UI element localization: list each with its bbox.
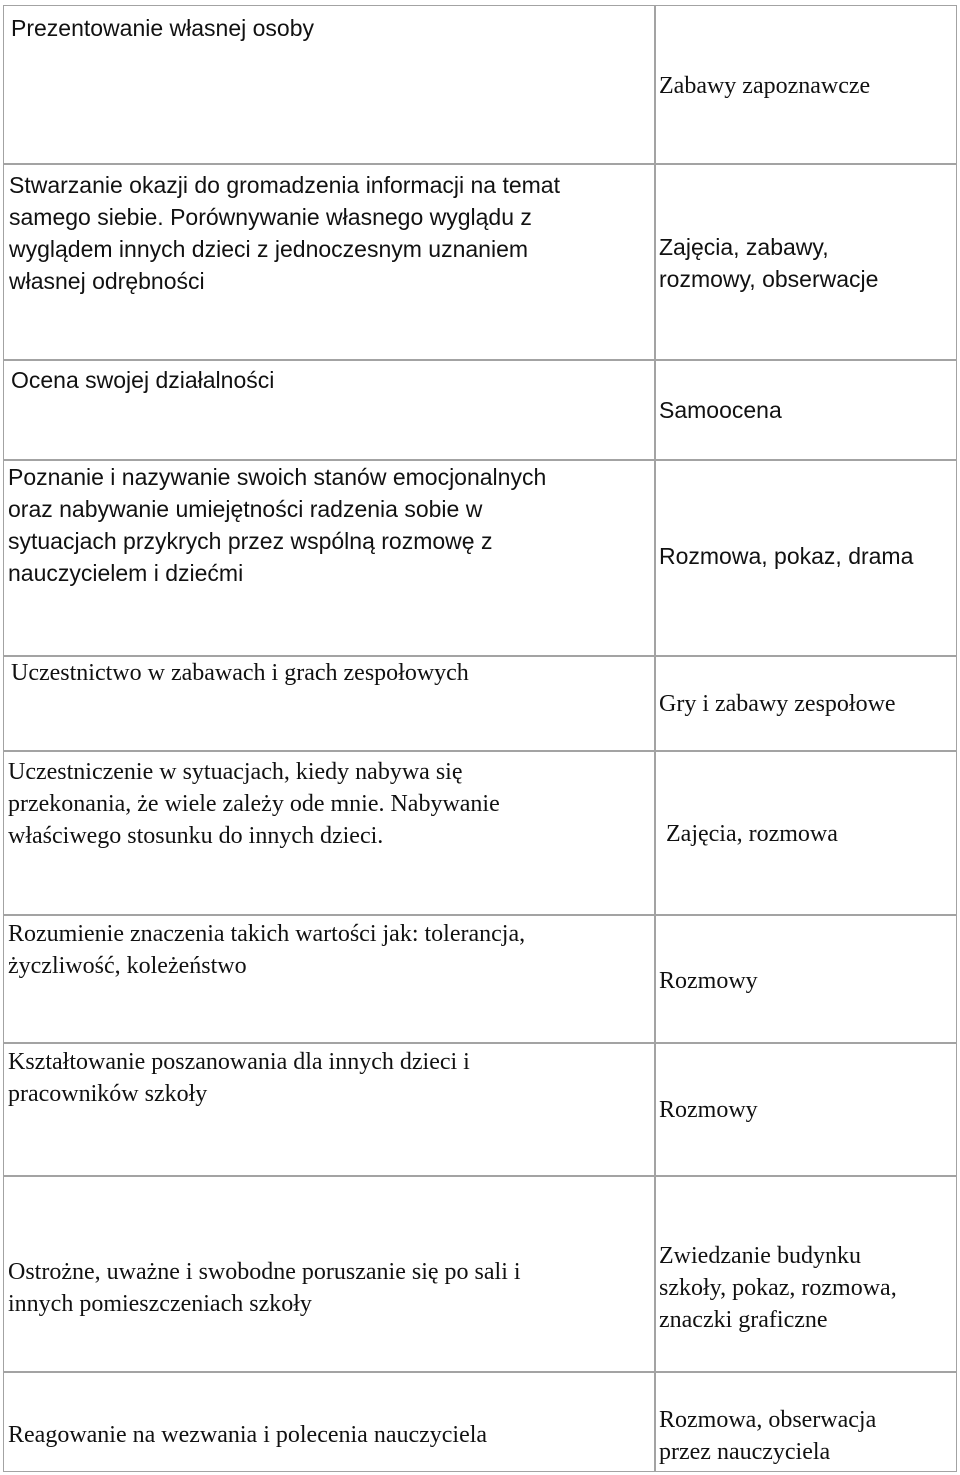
table-row-1-activity-cell [3,5,655,164]
table-row-4-activity-cell [3,460,655,656]
table-row-6-activity-cell [3,751,655,915]
activity-text: Stwarzanie okazji do gromadzenia informacji na temat samego siebie. Porównywanie własnego wyglądu z wyglądem innych dzieci z jednoczesnym uznaniem własnej odrębności [9,172,560,294]
activity-text: Uczestniczenie w sytuacjach, kiedy nabywa się przekonania, że wiele zależy ode mnie. Nabywanie właściwego stosunku do innych dzieci. [8,759,500,849]
table-row-3-method-cell [655,360,957,460]
table-row-4-method-cell [655,460,957,656]
table-row-5-method-cell [655,656,957,751]
activity-text: Prezentowanie własnej osoby [11,15,315,41]
table-row-8-method-cell [655,1043,957,1176]
activity-text: Uczestnictwo w zabawach i grach zespołowych [11,660,469,686]
method-text: Rozmowa, obserwacja przez nauczyciela [659,1407,877,1465]
activity-text: Poznanie i nazywanie swoich stanów emocjonalnych oraz nabywanie umiejętności radzenia sobie w sytuacjach przykrych przez wspólną rozmowę z nauczycielem i dziećmi [8,464,547,586]
activity-text: Ocena swojej działalności [11,367,275,393]
table-row-9-activity-cell [3,1176,655,1372]
method-text: Rozmowy [659,968,758,994]
table-row-8-activity-cell [3,1043,655,1176]
method-text: Zwiedzanie budynku szkoły, pokaz, rozmowa, znaczki graficzne [659,1243,897,1333]
method-text: Gry i zabawy zespołowe [659,691,896,717]
table-row-2-method-cell [655,164,957,360]
table-row-2-activity-cell [3,164,655,360]
table-row-7-activity-cell [3,915,655,1043]
table-row-5-activity-cell [3,656,655,751]
activity-text: Kształtowanie poszanowania dla innych dzieci i pracowników szkoły [8,1049,470,1107]
table-row-9-method-cell [655,1176,957,1372]
table-row-10-method-cell [655,1372,957,1472]
method-text: Rozmowa, pokaz, drama [659,543,914,569]
method-text: Zabawy zapoznawcze [659,73,871,99]
table-row-7-method-cell [655,915,957,1043]
method-text: Zajęcia, zabawy, rozmowy, obserwacje [659,234,879,292]
method-text: Rozmowy [659,1097,758,1123]
method-text: Zajęcia, rozmowa [666,821,838,847]
table-row-10-activity-cell [3,1372,655,1472]
activity-text: Reagowanie na wezwania i polecenia nauczyciela [8,1422,488,1448]
method-text: Samoocena [659,397,782,423]
activity-text: Ostrożne, uważne i swobodne poruszanie się po sali i innych pomieszczeniach szkoły [8,1259,521,1317]
activity-text: Rozumienie znaczenia takich wartości jak: tolerancja, życzliwość, koleżeństwo [8,921,526,979]
table-row-6-method-cell [655,751,957,915]
table-row-1-method-cell [655,5,957,164]
table-row-3-activity-cell [3,360,655,460]
